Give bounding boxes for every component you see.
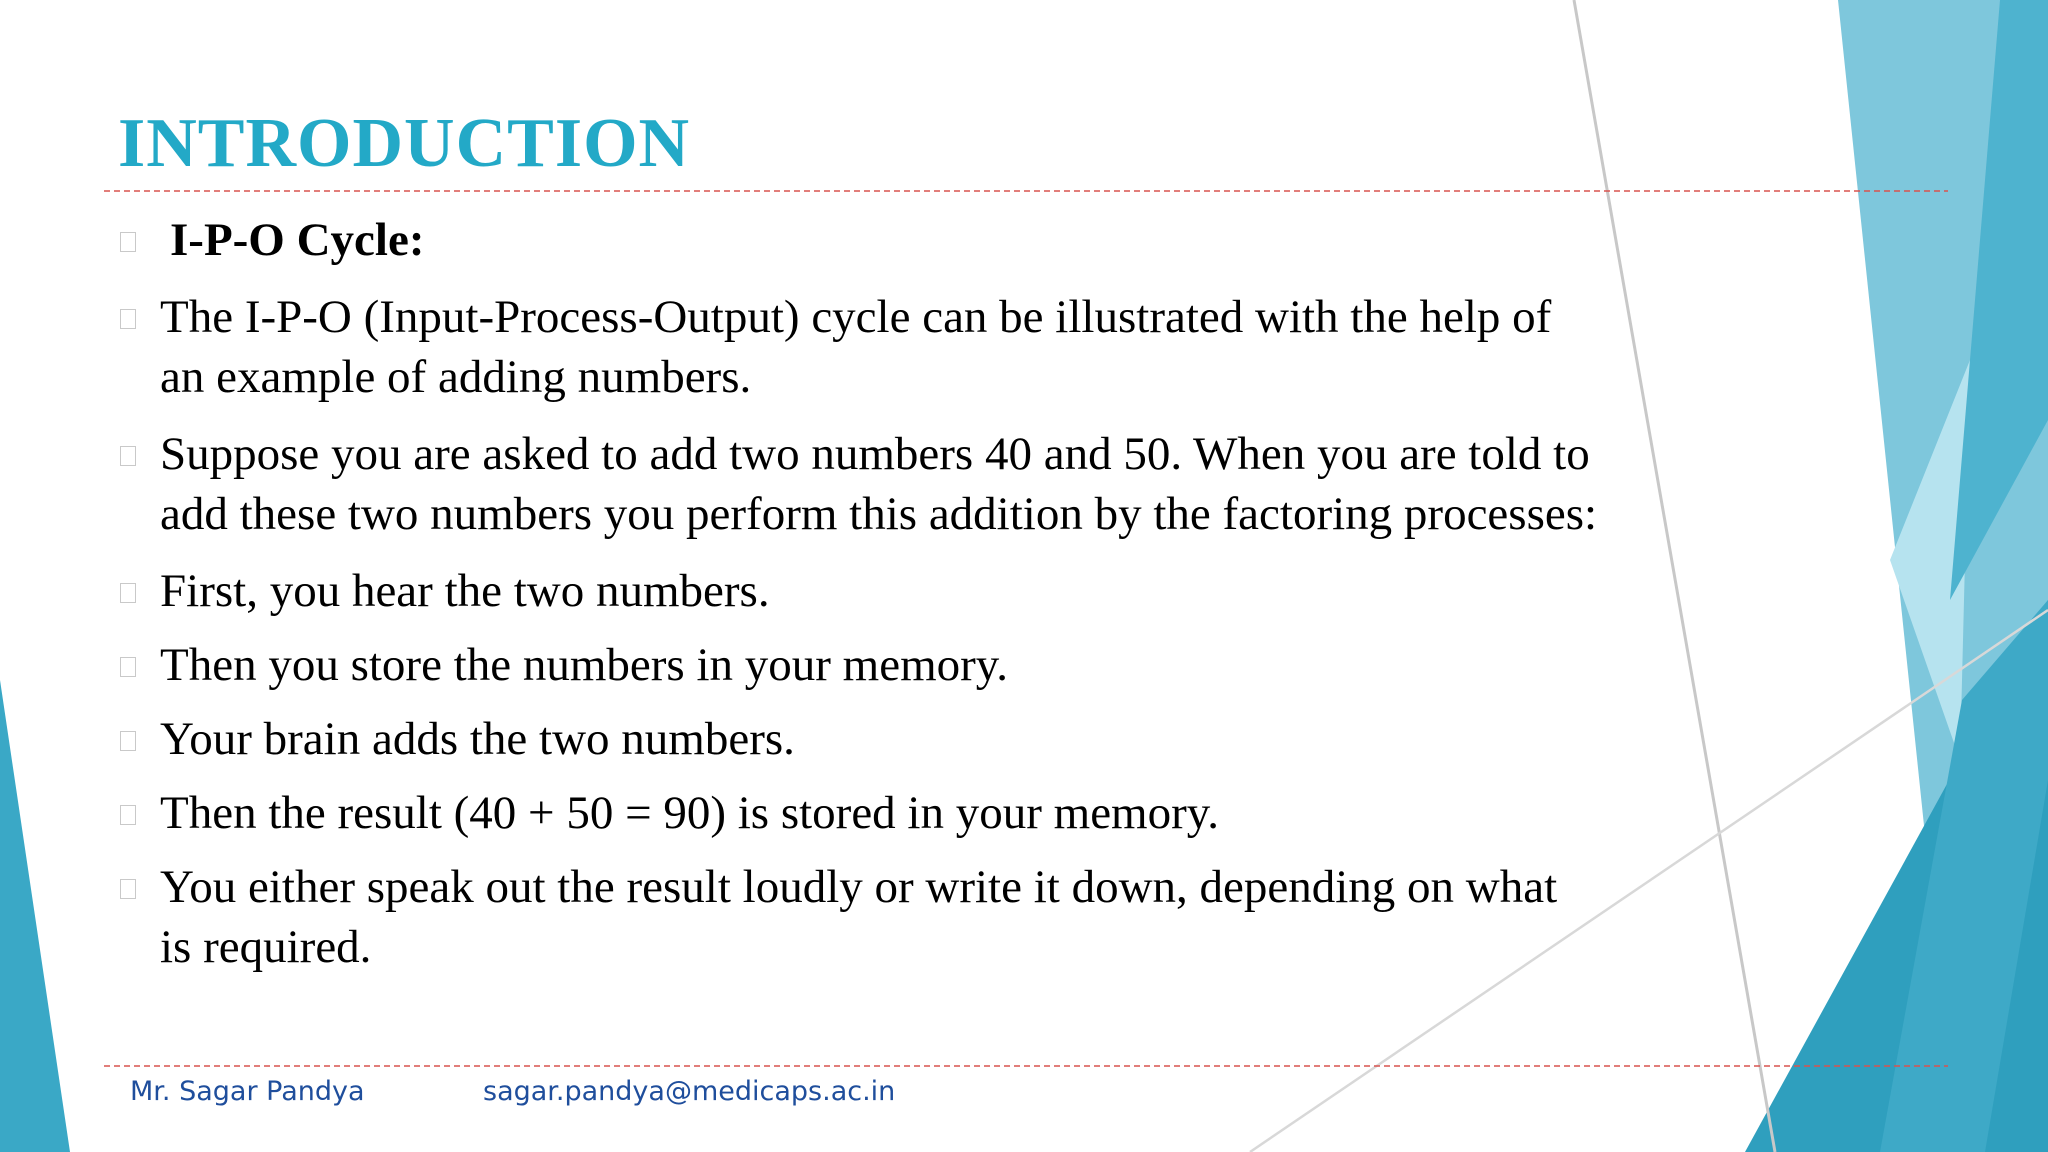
square-bullet-icon [120, 583, 136, 603]
footer-email: sagar.pandya@medicaps.ac.in [483, 1076, 896, 1107]
slide-title: INTRODUCTION [118, 105, 691, 182]
bullet-item-ipo-definition [120, 287, 1600, 407]
bullet-item-store-numbers [120, 635, 1600, 695]
bullet-text: I-P-O Cycle: [170, 214, 425, 266]
bullet-text: First, you hear the two numbers. [160, 565, 770, 617]
square-bullet-icon [120, 731, 136, 751]
footer-author: Mr. Sagar Pandya [130, 1076, 365, 1107]
square-bullet-icon [120, 446, 136, 466]
bullet-item-hear-numbers [120, 561, 1600, 621]
bullet-text: Your brain adds the two numbers. [160, 713, 795, 765]
bullet-text: You either speak out the result loudly or write it down, depending on what is required. [160, 861, 1558, 973]
square-bullet-icon [120, 232, 136, 252]
bullet-text: Then the result (40 + 50 = 90) is stored in your memory. [160, 787, 1219, 839]
left-accent-triangle [0, 680, 70, 1152]
square-bullet-icon [120, 879, 136, 899]
bullet-item-brain-adds [120, 709, 1600, 769]
decor-line-diagonal-1 [1574, 0, 1775, 1152]
bullet-text: The I-P-O (Input-Process-Output) cycle can be illustrated with the help of an example of adding numbers. [160, 291, 1552, 403]
bullet-item-store-result [120, 783, 1600, 843]
bullet-text: Then you store the numbers in your memory. [160, 639, 1008, 691]
square-bullet-icon [120, 309, 136, 329]
square-bullet-icon [120, 805, 136, 825]
bullet-item-ipo-heading [120, 210, 1600, 270]
square-bullet-icon [120, 657, 136, 677]
bullet-list [120, 210, 1600, 977]
bullet-item-add-example [120, 424, 1600, 544]
bullet-text: Suppose you are asked to add two numbers 40 and 50. When you are told to add these two numbers you perform this addition by the factoring processes: [160, 428, 1598, 540]
bullet-item-output-result [120, 857, 1600, 977]
